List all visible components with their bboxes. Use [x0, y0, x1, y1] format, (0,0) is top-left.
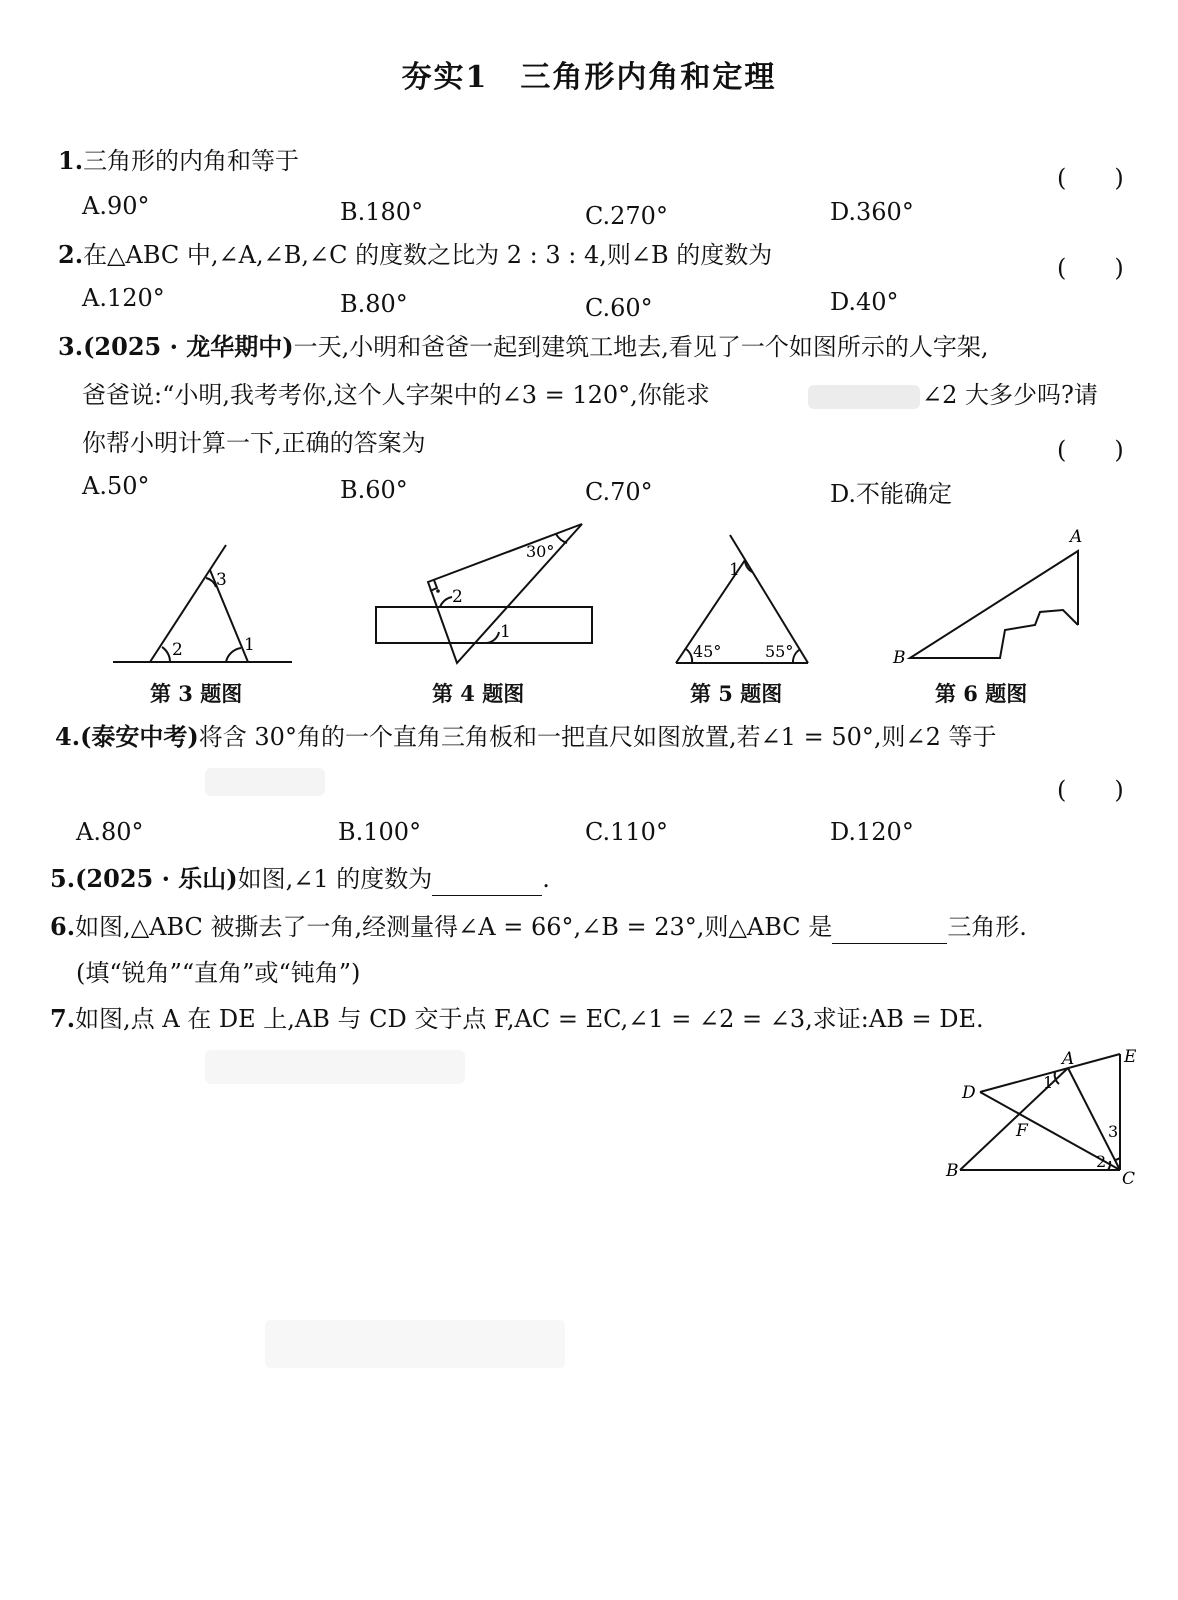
option-a: A.50°: [82, 472, 150, 500]
smudge: [205, 768, 325, 796]
fig4-label-30: 30°: [526, 542, 555, 561]
question-source: (2025 · 乐山): [75, 864, 238, 893]
fig7-label-1: 1: [1043, 1073, 1054, 1092]
fig7-label-d: D: [962, 1083, 976, 1103]
question-number: 6.: [50, 912, 76, 941]
fig3-label-2: 2: [172, 640, 183, 660]
smudge: [808, 385, 920, 409]
question-text: 将含 30°角的一个直角三角板和一把直尺如图放置,若∠1 = 50°,则∠2 等于: [198, 723, 997, 751]
question-3-line2b: ∠2 大多少吗?请: [922, 381, 1098, 409]
answer-paren: ( ): [1057, 164, 1124, 192]
figure-3-caption: 第 3 题图: [150, 681, 243, 706]
question-source: (泰安中考): [80, 722, 199, 751]
option-d: D.360°: [830, 198, 914, 226]
option-c: C.60°: [585, 294, 653, 322]
smudge: [265, 1320, 565, 1368]
option-a: A.90°: [82, 192, 150, 220]
fig6-label-b: B: [893, 648, 906, 668]
fig4-label-2: 2: [452, 587, 463, 607]
option-b: B.100°: [338, 818, 422, 846]
figure-5-caption: 第 5 题图: [690, 681, 783, 706]
option-b: B.80°: [340, 290, 408, 318]
question-5: 5.(2025 · 乐山)如图,∠1 的度数为 .: [50, 862, 550, 896]
option-c: C.270°: [585, 202, 668, 230]
question-text: 如图,△ABC 被撕去了一角,经测量得∠A = 66°,∠B = 23°,则△ABC 是: [75, 913, 833, 941]
figure-6: [910, 551, 1078, 658]
figure-4-caption: 第 4 题图: [432, 681, 525, 706]
question-2: [58, 238, 772, 272]
fig7-label-a: A: [1062, 1049, 1075, 1069]
question-number: 4.: [55, 722, 81, 751]
question-number: 3.: [58, 332, 84, 361]
question-number: 5.: [50, 864, 76, 893]
question-text: 三角形的内角和等于: [83, 147, 300, 175]
fig5-label-45: 45°: [693, 642, 722, 661]
question-text: 如图,∠1 的度数为: [237, 865, 433, 893]
fig7-label-c: C: [1122, 1169, 1136, 1189]
fig7-label-b: B: [946, 1161, 959, 1181]
fig7-label-3: 3: [1108, 1122, 1119, 1141]
question-number: 2.: [58, 240, 84, 269]
option-d: D.不能确定: [830, 480, 953, 508]
question-6: 6.如图,△ABC 被撕去了一角,经测量得∠A = 66°,∠B = 23°,则△ABC 是 三角形.: [50, 910, 1027, 944]
question-text-line1: 一天,小明和爸爸一起到建筑工地去,看见了一个如图所示的人字架,: [293, 333, 989, 361]
page-title: 夯实1 三角形内角和定理: [401, 60, 777, 95]
figure-6-caption: 第 6 题图: [935, 681, 1028, 706]
question-3-line2: 爸爸说:“小明,我考考你,这个人字架中的∠3 = 120°,你能求: [82, 381, 710, 409]
option-c: C.110°: [585, 818, 668, 846]
fig7-label-2: 2: [1096, 1152, 1107, 1171]
question-4: [55, 720, 997, 754]
fig3-label-3: 3: [216, 570, 227, 590]
question-text: 在△ABC 中,∠A,∠B,∠C 的度数之比为 2 : 3 : 4,则∠B 的度数为: [83, 241, 773, 269]
option-a: A.120°: [82, 284, 165, 312]
option-d: D.120°: [830, 818, 914, 846]
option-b: B.60°: [340, 476, 408, 504]
fig7-label-e: E: [1124, 1047, 1137, 1067]
question-number: 7.: [50, 1004, 76, 1033]
fig6-label-a: A: [1070, 527, 1083, 547]
option-d: D.40°: [830, 288, 899, 316]
figure-3: [113, 545, 292, 662]
answer-paren: ( ): [1057, 254, 1124, 282]
option-c: C.70°: [585, 478, 653, 506]
fig3-label-1: 1: [244, 635, 255, 655]
question-6-hint: (填“锐角”“直角”或“钝角”): [76, 959, 361, 987]
option-a: A.80°: [76, 818, 144, 846]
question-3: [58, 330, 989, 364]
question-text: 如图,点 A 在 DE 上,AB 与 CD 交于点 F,AC = EC,∠1 = ∠2 = ∠3,求证:AB = DE.: [75, 1005, 984, 1033]
question-source: (2025 · 龙华期中): [83, 332, 294, 361]
answer-blank[interactable]: [832, 917, 947, 944]
question-3-line3: 你帮小明计算一下,正确的答案为: [82, 429, 426, 457]
smudge: [205, 1050, 465, 1084]
figure-4: [376, 524, 592, 663]
answer-blank[interactable]: [432, 869, 542, 896]
fig4-label-1: 1: [500, 622, 511, 642]
question-1: [58, 144, 299, 178]
right-angle-dot: [436, 589, 440, 593]
figure-7: [930, 1040, 1150, 1190]
fig7-label-f: F: [1016, 1121, 1028, 1141]
fig5-label-55: 55°: [765, 642, 794, 661]
answer-paren: ( ): [1057, 436, 1124, 464]
option-b: B.180°: [340, 198, 424, 226]
fig5-label-1: 1: [729, 560, 740, 580]
question-number: 1.: [58, 146, 84, 175]
answer-paren: ( ): [1057, 776, 1124, 804]
question-7: [50, 1002, 984, 1036]
